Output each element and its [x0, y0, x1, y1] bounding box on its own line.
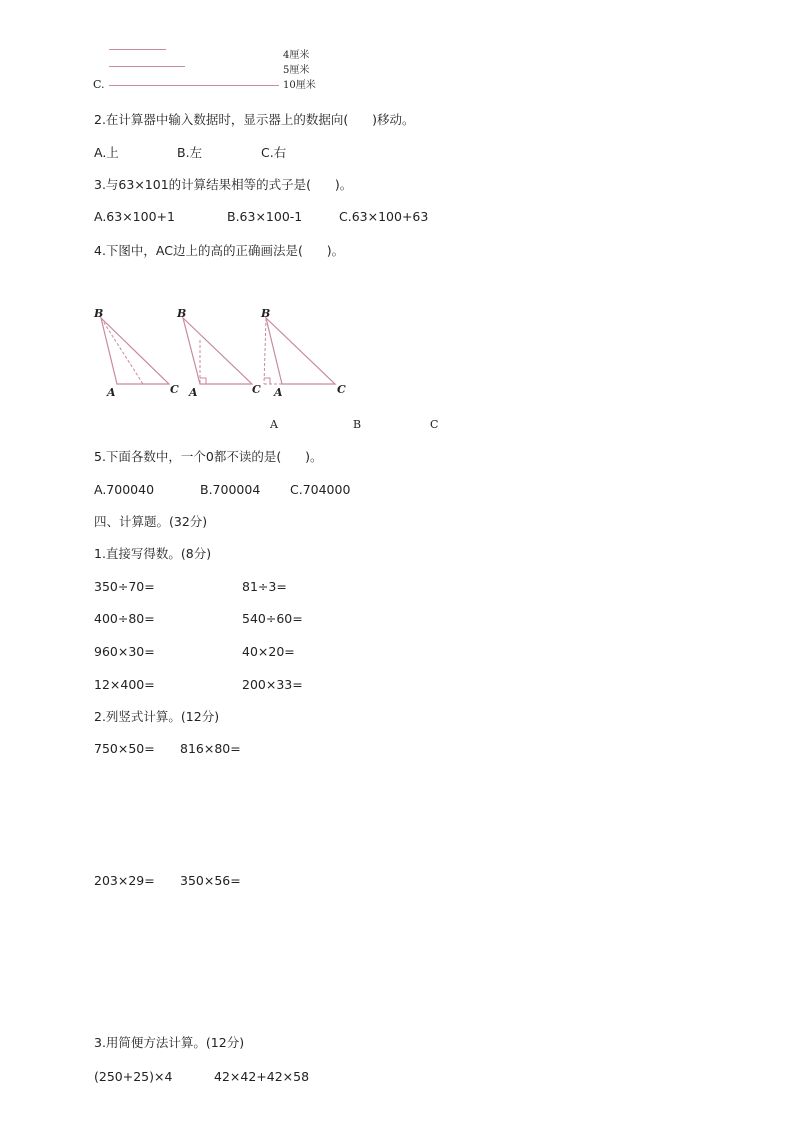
q3-question: 3.与63×101的计算结果相等的式子是( )。 — [94, 177, 353, 192]
label-4cm: 4厘米 — [283, 50, 310, 61]
option-c-label: C. — [93, 78, 105, 91]
q2-option-c: C.右 — [261, 145, 287, 160]
calc-item: 960×30= — [94, 644, 155, 659]
tri-b-vertex-c: C — [252, 383, 261, 396]
q5-option-b: B.700004 — [200, 482, 261, 497]
calc-item: 81÷3= — [242, 579, 287, 594]
simplify-item: 42×42+42×58 — [214, 1069, 310, 1084]
part2-title: 2.列竖式计算。(12分) — [94, 709, 220, 724]
vertical-calc-item: 203×29= — [94, 873, 155, 888]
calc-item: 400÷80= — [94, 611, 155, 626]
q3-option-b: B.63×100-1 — [227, 209, 303, 224]
tri-c-vertex-b: B — [261, 307, 271, 320]
tri-a-vertex-a: A — [107, 386, 116, 399]
q2-question: 2.在计算器中输入数据时，显示器上的数据向( )移动。 — [94, 112, 415, 127]
calc-item: 350÷70= — [94, 579, 155, 594]
vertical-calc-item: 750×50= — [94, 741, 155, 756]
simplify-item: (250+25)×4 — [94, 1069, 173, 1084]
tri-c-vertex-a: A — [274, 386, 283, 399]
triangle-option-c — [260, 307, 346, 399]
part3-title: 3.用简便方法计算。(12分) — [94, 1035, 245, 1050]
tri-b-vertex-b: B — [177, 307, 187, 320]
label-10cm: 10厘米 — [283, 80, 316, 91]
segment-5cm — [109, 66, 185, 67]
q5-option-a: A.700040 — [94, 482, 155, 497]
part1-title: 1.直接写得数。(8分) — [94, 546, 212, 561]
q5-question: 5.下面各数中，一个0都不读的是( )。 — [94, 449, 323, 464]
q4-option-a: A — [270, 418, 278, 431]
tri-a-vertex-b: B — [94, 307, 104, 320]
q4-option-b: B — [353, 418, 362, 431]
triangle-option-b — [176, 307, 261, 399]
q4-question: 4.下图中，AC边上的高的正确画法是( )。 — [94, 243, 345, 258]
calc-item: 540÷60= — [242, 611, 303, 626]
segment-4cm — [109, 49, 166, 50]
q2-option-b: B.左 — [177, 145, 203, 160]
vertical-calc-item: 816×80= — [180, 741, 241, 756]
triangle-figures — [0, 300, 360, 410]
q3-option-c: C.63×100+63 — [339, 209, 429, 224]
calc-item: 40×20= — [242, 644, 295, 659]
q3-option-a: A.63×100+1 — [94, 209, 175, 224]
tri-c-vertex-c: C — [337, 383, 346, 396]
q2-option-a: A.上 — [94, 145, 119, 160]
tri-a-vertex-c: C — [170, 383, 179, 396]
vertical-calc-item: 350×56= — [180, 873, 241, 888]
triangle-option-a — [93, 307, 179, 399]
q5-option-c: C.704000 — [290, 482, 351, 497]
segment-10cm — [109, 85, 279, 86]
section4-title: 四、计算题。(32分) — [94, 514, 208, 529]
label-5cm: 5厘米 — [283, 65, 310, 76]
calc-item: 12×400= — [94, 677, 155, 692]
q4-option-c: C — [430, 418, 439, 431]
tri-b-vertex-a: A — [189, 386, 198, 399]
calc-item: 200×33= — [242, 677, 303, 692]
